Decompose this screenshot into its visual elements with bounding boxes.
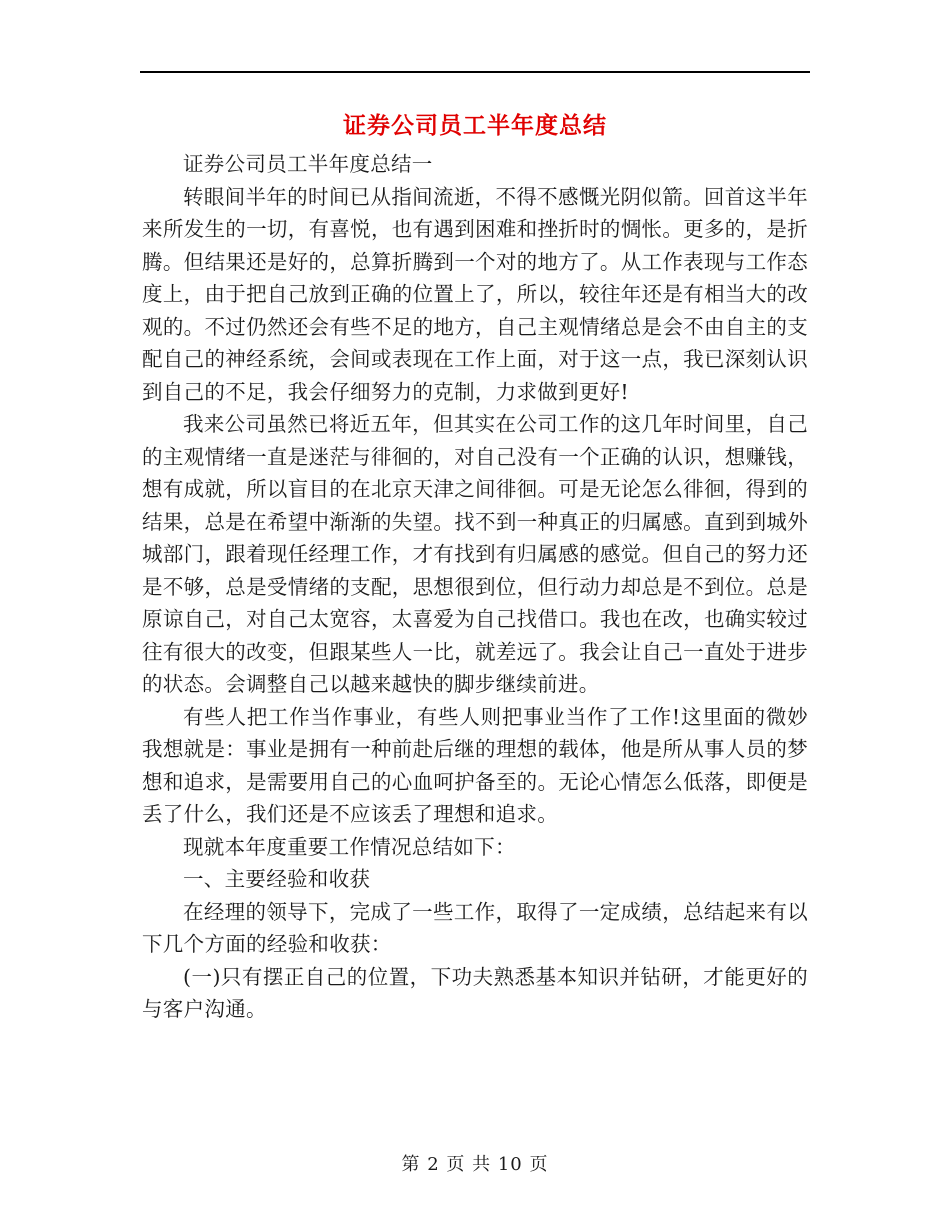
document-title: 证券公司员工半年度总结 [343,113,607,139]
body-paragraph: 在经理的领导下，完成了一些工作，取得了一定成绩，总结起来有以下几个方面的经验和收获： [142,899,808,956]
document-body [142,148,808,1026]
body-paragraph: 有些人把工作当作事业，有些人则把事业当作了工作!这里面的微妙我想就是：事业是拥有一种前赴后继的理想的载体，他是所从事人员的梦想和追求，是需要用自己的心血呵护备至的。无论心情怎么低落，即便是丢了什么，我们还是不应该丢了理想和追求。 [142,704,808,826]
subtitle-paragraph: 证券公司员工半年度总结一 [183,152,433,176]
body-paragraph: 转眼间半年的时间已从指间流逝，不得不感慨光阴似箭。回首这半年来所发生的一切，有喜悦，也有遇到困难和挫折时的惆怅。更多的，是折腾。但结果还是好的，总算折腾到一个对的地方了。从工作表现与工作态度上，由于把自己放到正确的位置上了，所以，较往年还是有相当大的改观的。不过仍然还会有些不足的地方，自己主观情绪总是会不由自主的支配自己的神经系统，会间或表现在工作上面，对于这一点，我已深刻认识到自己的不足，我会仔细努力的克制，力求做到更好! [142,184,808,404]
header-rule [140,71,810,73]
section-heading: 一、主要经验和收获 [183,867,371,891]
page-number: 第 2 页 共 10 页 [401,1154,549,1175]
body-paragraph: 现就本年度重要工作情况总结如下： [183,834,516,859]
body-paragraph: (一)只有摆正自己的位置，下功夫熟悉基本知识并钻研，才能更好的与客户沟通。 [142,964,808,1021]
body-paragraph: 我来公司虽然已将近五年，但其实在公司工作的这几年时间里，自己的主观情绪一直是迷茫与徘徊的，对自己没有一个正确的认识，想赚钱，想有成就，所以盲目的在北京天津之间徘徊。可是无论怎么徘徊，得到的结果，总是在希望中渐渐的失望。找不到一种真正的归属感。直到到城外城部门，跟着现任经理工作，才有找到有归属感的感觉。但自己的努力还是不够，总是受情绪的支配，思想很到位，但行动力却总是不到位。总是原谅自己，对自己太宽容，太喜爱为自己找借口。我也在改，也确实较过往有很大的改变，但跟某些人一比，就差远了。我会让自己一直处于进步的状态。会调整自己以越来越快的脚步继续前进。 [142,412,808,696]
